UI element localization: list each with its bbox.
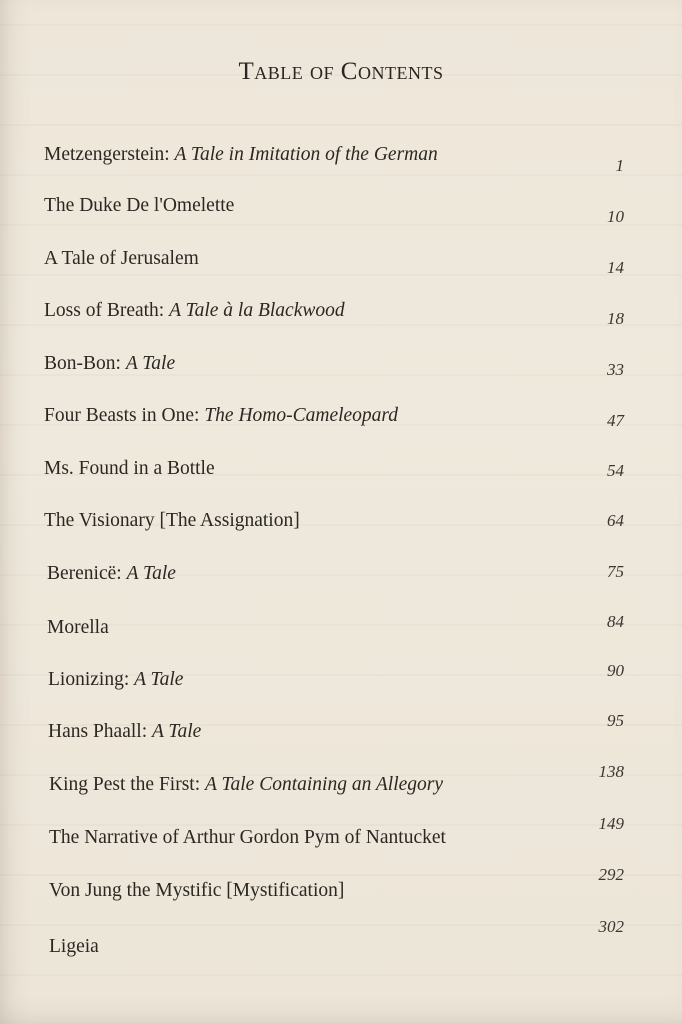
- entry-label: Hans Phaall: A Tale: [48, 721, 202, 742]
- entry-label: Berenicë: A Tale: [47, 563, 176, 584]
- entry-page-number: 33: [607, 360, 624, 379]
- toc-entry: [44, 144, 624, 174]
- toc-entry: [44, 917, 624, 966]
- entry-label: Von Jung the Mystific [Mystification]: [49, 880, 345, 901]
- entry-page-number: 64: [607, 511, 624, 530]
- toc-entry: [44, 458, 624, 488]
- entry-page-number: 47: [607, 411, 624, 430]
- toc-entry: [44, 762, 624, 804]
- entry-label: A Tale of Jerusalem: [44, 248, 199, 269]
- entry-label: Metzengerstein: A Tale in Imitation of the German: [44, 144, 438, 165]
- entry-page-number: 95: [607, 711, 624, 730]
- toc-entry: [44, 300, 624, 330]
- entry-page-number: 75: [607, 562, 624, 581]
- entry-page-number: 1: [615, 156, 624, 175]
- entry-label: Ms. Found in a Bottle: [44, 458, 215, 479]
- entry-label: Bon-Bon: A Tale: [44, 353, 176, 374]
- toc-entry: [44, 353, 624, 383]
- toc-entry: [44, 661, 624, 699]
- toc-entry: [44, 814, 624, 857]
- entry-label: Four Beasts in One: The Homo-Cameleopard: [44, 405, 399, 426]
- entry-page-number: 10: [607, 207, 624, 226]
- entry-label: Loss of Breath: A Tale à la Blackwood: [44, 300, 345, 321]
- toc-entry: [44, 510, 624, 540]
- entry-label: Ligeia: [49, 936, 99, 957]
- entry-page-number: 90: [607, 661, 624, 680]
- toc-entry: [44, 563, 624, 593]
- entry-label: The Visionary [The Assignation]: [44, 510, 300, 531]
- entry-page-number: 84: [607, 612, 624, 631]
- entry-label: The Duke De l'Omelette: [44, 195, 235, 216]
- entry-page-number: 54: [607, 461, 624, 480]
- entry-label: King Pest the First: A Tale Containing an Allegory: [49, 774, 444, 795]
- page-title: Table of Contents: [238, 58, 444, 85]
- entry-page-number: 138: [598, 762, 624, 781]
- entry-label: Morella: [47, 617, 109, 638]
- toc-entry: [44, 405, 624, 435]
- entry-page-number: 14: [607, 258, 624, 277]
- entry-label: Lionizing: A Tale: [48, 669, 184, 690]
- toc-entry: [44, 195, 624, 225]
- toc-entry: [44, 865, 624, 910]
- entry-page-number: 302: [598, 917, 624, 936]
- toc-entry: [44, 711, 624, 751]
- entry-page-number: 149: [598, 814, 624, 833]
- toc-entry: [44, 612, 624, 647]
- entry-page-number: 18: [607, 309, 624, 328]
- toc-entry: [44, 248, 624, 278]
- entry-page-number: 292: [598, 865, 624, 884]
- entry-label: The Narrative of Arthur Gordon Pym of Nantucket: [49, 827, 446, 848]
